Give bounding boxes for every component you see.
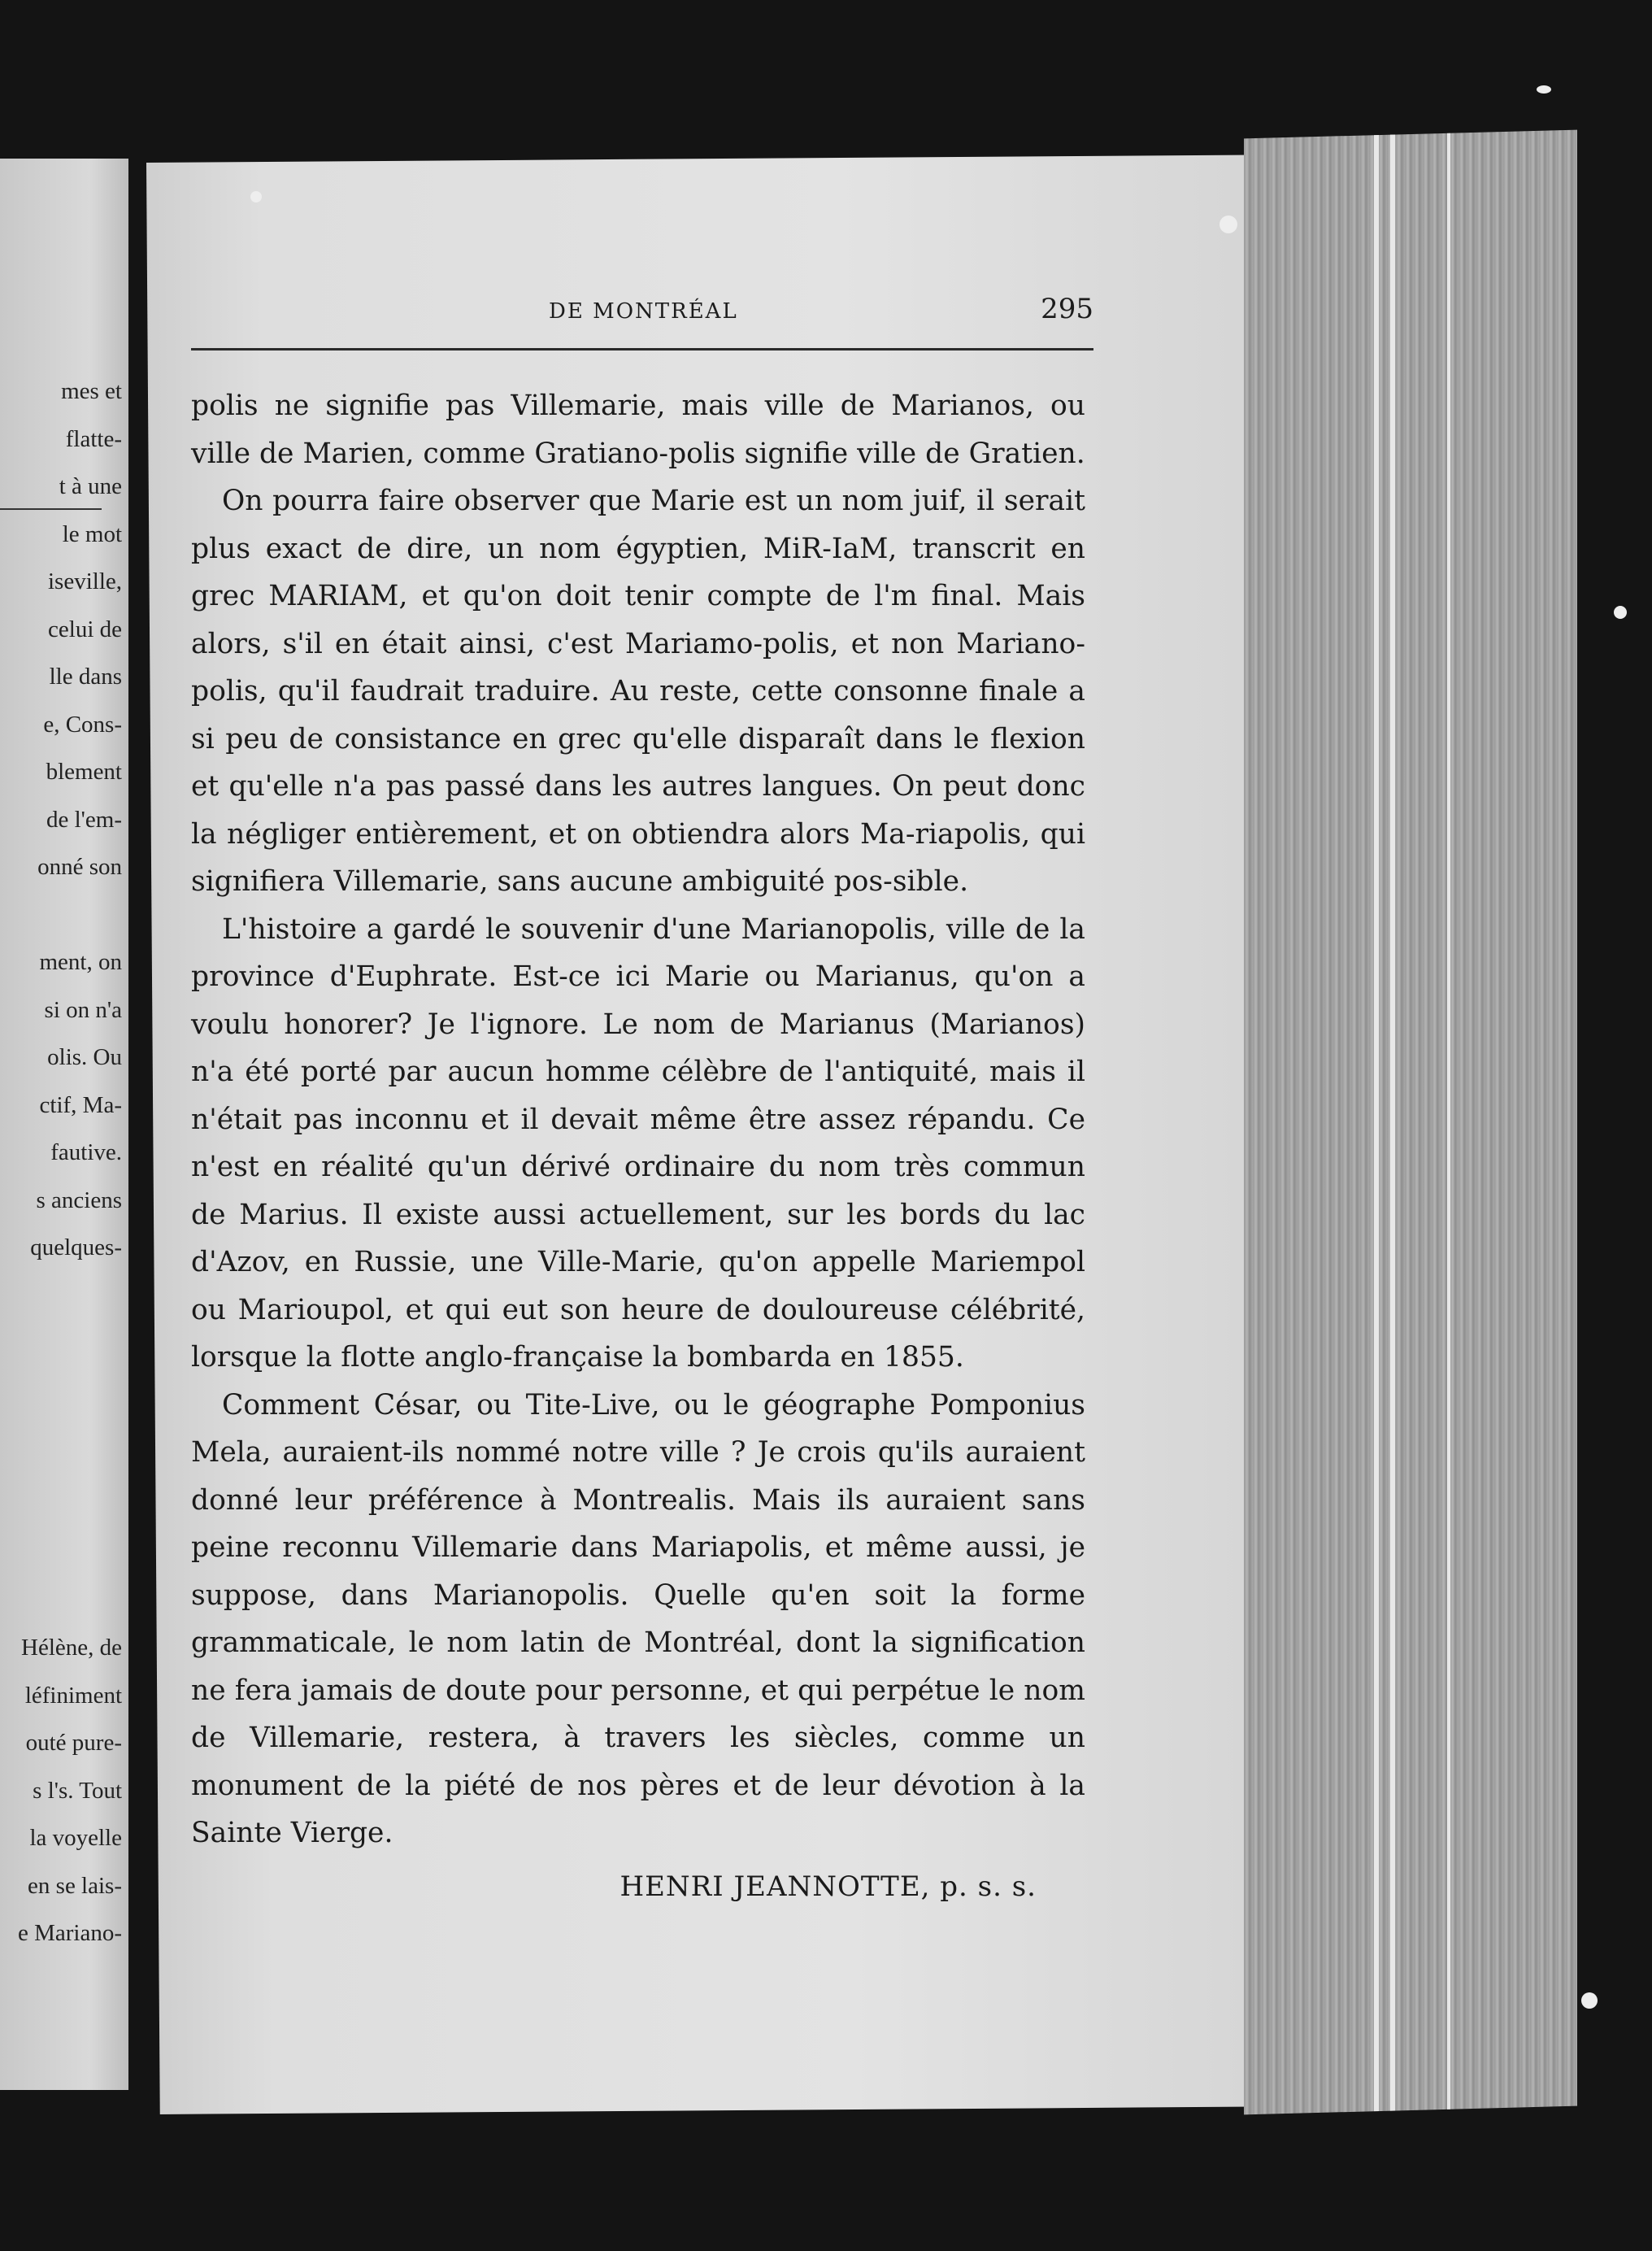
left-page-line: t à une (59, 473, 122, 499)
book-page-edges (1244, 130, 1577, 2115)
left-page-line: celui de (48, 616, 122, 642)
left-page-line: e, Cons- (43, 711, 122, 738)
left-page-line: la voyelle (29, 1825, 122, 1851)
left-page-fragment (0, 159, 128, 2090)
left-page-line: ment, on (39, 949, 122, 975)
left-page-line: e Mariano- (17, 1920, 122, 1946)
left-page-line: ctif, Ma- (39, 1091, 122, 1118)
running-head (191, 293, 1093, 333)
left-page-line: mes et (61, 378, 122, 404)
paragraph-2: On pourra faire observer que Marie est un nom juif, il serait plus exact de dire, un nom égyptien, MiR-IaM, transcrit en grec MARIAM, et qu'on doit tenir compte de l'm final. Mais alors, s'il en était ainsi, c'est Mariamo-polis, et non Mariano-polis, qu'il faudrait traduire. Au reste, cette consonne finale a si peu de consistance en grec qu'elle disparaît dans le flexion et qu'elle n'a pas passé dans les autres langues. On peut donc la négliger entièrement, et on obtiendra alors Ma-riapolis, qui signifiera Villemarie, sans aucune ambiguité pos-sible. (191, 485, 1085, 898)
left-page-line: blement (46, 759, 122, 785)
page-number: 295 (1041, 293, 1093, 325)
left-page-line: outé pure- (25, 1730, 122, 1756)
paragraph-4: Comment César, ou Tite-Live, ou le géographe Pomponius Mela, auraient-ils nommé notre ville ? Je crois qu'ils auraient donné leur préférence à Montrealis. Mais ils auraient sans peine reconnu Villemarie dans Mariapolis, et même aussi, je suppose, dans Marianopolis. Quelle qu'en soit la forme grammaticale, le nom latin de Montréal, dont la signification ne fera jamais de doute pour personne, et qui perpétue le nom de Villemarie, restera, à travers les siècles, comme un monument de la piété de nos pères et de leur dévotion à la Sainte Vierge. (191, 1388, 1085, 1849)
running-head-title: DE MONTRÉAL (549, 299, 738, 324)
left-page-line: olis. Ou (47, 1044, 122, 1070)
author-signature: HENRI JEANNOTTE, p. s. s. (620, 1870, 1037, 1903)
left-page-line: si on n'a (44, 996, 122, 1023)
left-page-line: de l'em- (46, 806, 122, 833)
left-page-line: onné son (37, 854, 122, 880)
left-page-line: quelques- (30, 1234, 122, 1260)
paragraph-3: L'histoire a gardé le souvenir d'une Marianopolis, ville de la province d'Euphrate. Est-ce ici Marie ou Marianus, qu'on a voulu honorer? Je l'ignore. Le nom de Marianus (Marianos) n'a été porté par aucun homme célèbre de l'antiquité, mais il n'était pas inconnu et il devait même être assez répandu. Ce n'est en réalité qu'un dérivé ordinaire du nom très commun de Marius. Il existe aussi actuellement, sur les bords du lac d'Azov, en Russie, une Ville-Marie, qu'on appelle Mariempol ou Marioupol, et qui eut son heure de douloureuse célébrité, lorsque la flotte anglo-française la bombarda en 1855. (191, 912, 1085, 1374)
article-body (191, 382, 1085, 1857)
left-page-line: Hélène, de (21, 1635, 122, 1661)
left-page-line: s anciens (36, 1186, 122, 1213)
left-page-line: iseville, (47, 568, 122, 594)
left-page-line: flatte- (65, 425, 122, 452)
left-page-line: s l's. Tout (33, 1777, 122, 1804)
left-page-line: léfiniment (24, 1682, 122, 1709)
paragraph-1: polis ne signifie pas Villemarie, mais ville de Marianos, ou ville de Marien, comme Gratiano-polis signifie ville de Gratien. (191, 390, 1085, 470)
running-head-rule (191, 348, 1093, 350)
left-page-line: fautive. (50, 1139, 122, 1165)
left-page-line: le mot (62, 520, 122, 547)
left-page-line: en se lais- (28, 1872, 122, 1899)
left-page-line: lle dans (49, 664, 122, 690)
left-page-rule (0, 508, 102, 510)
